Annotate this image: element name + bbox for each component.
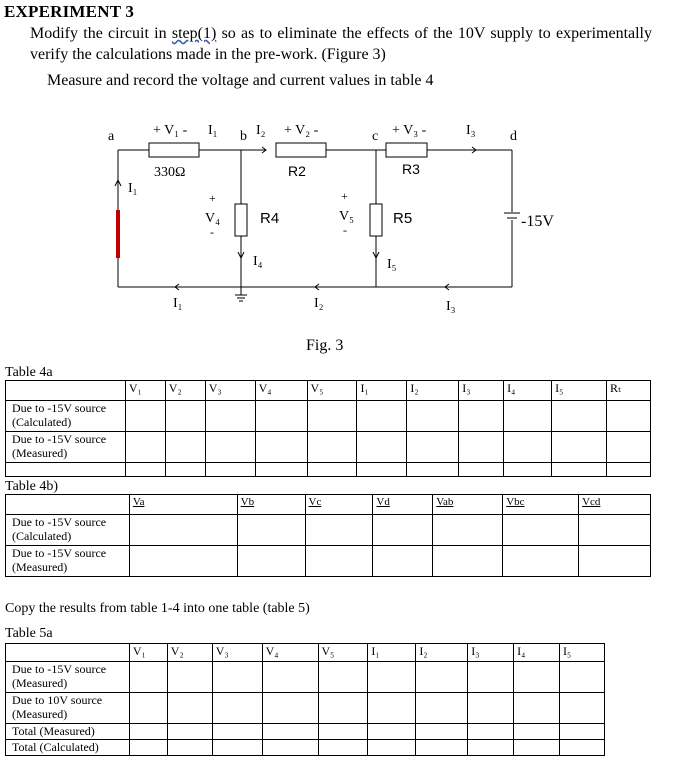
table4a-header: [6, 381, 126, 401]
table-cell[interactable]: [503, 546, 579, 577]
table-cell[interactable]: [307, 432, 357, 463]
table-row: [6, 546, 651, 577]
source-label: -15V: [521, 213, 554, 230]
table5a-header: V₂: [167, 644, 212, 662]
table-cell[interactable]: [167, 740, 212, 756]
table-cell[interactable]: [262, 740, 318, 756]
label-i4: I₄: [253, 254, 263, 269]
label-i1-left: I₁: [128, 181, 138, 196]
table-cell[interactable]: [307, 401, 357, 432]
experiment-title: EXPERIMENT 3: [4, 2, 135, 21]
table-row: [6, 662, 605, 693]
label-v2: + V₂ -: [284, 123, 319, 138]
resistor-r1: [149, 143, 199, 157]
table-cell[interactable]: [468, 693, 514, 724]
table4b-header: Vd: [373, 495, 433, 515]
table-cell[interactable]: [318, 740, 368, 756]
table-cell[interactable]: [368, 724, 416, 740]
table4b-header: Vc: [305, 495, 373, 515]
table-cell[interactable]: [468, 724, 514, 740]
table-cell[interactable]: [212, 693, 262, 724]
table-cell[interactable]: [357, 401, 407, 432]
node-b: b: [240, 129, 247, 144]
label-i1-bottom: I₁: [173, 296, 183, 311]
table-row: [6, 515, 651, 546]
table4b-label: Table 4b): [5, 479, 59, 494]
table-cell[interactable]: [606, 401, 650, 432]
table4a-header: I₅: [552, 381, 607, 401]
intro-text-before: Modify the circuit in: [30, 25, 172, 42]
table4b-header: Vab: [433, 495, 503, 515]
table-cell[interactable]: [167, 693, 212, 724]
table-cell[interactable]: [514, 662, 560, 693]
table-cell[interactable]: [318, 662, 368, 693]
table-cell[interactable]: [368, 740, 416, 756]
table-cell[interactable]: [129, 724, 167, 740]
table-cell[interactable]: [560, 693, 605, 724]
label-i5: I₅: [387, 257, 397, 272]
label-i1-top: I₁: [208, 123, 218, 138]
resistor-r5: [370, 204, 382, 236]
table-cell[interactable]: [579, 546, 651, 577]
table-cell[interactable]: [262, 662, 318, 693]
table-cell[interactable]: [514, 724, 560, 740]
circuit-diagram: [96, 112, 576, 327]
row-label: Due to -15V source (Measured): [6, 432, 126, 463]
table4a-header: I₃: [459, 381, 504, 401]
table-cell[interactable]: [606, 432, 650, 463]
table-cell[interactable]: [129, 693, 167, 724]
label-v3: + V₃ -: [392, 123, 427, 138]
table-row: [6, 432, 651, 463]
table5a-header: I₃: [468, 644, 514, 662]
resistor-r2: [276, 143, 326, 157]
table5a-header: I₄: [514, 644, 560, 662]
table5a-header: V₅: [318, 644, 368, 662]
row-label: Due to -15V source (Calculated): [6, 515, 130, 546]
table-cell[interactable]: [579, 515, 651, 546]
table-cell[interactable]: [357, 432, 407, 463]
resistor-r3: [386, 143, 427, 157]
r1-value: 330Ω: [154, 165, 186, 180]
label-i2-bottom: I₂: [314, 296, 324, 311]
v4-plus: +: [209, 191, 216, 205]
table4b-header: Vbc: [503, 495, 579, 515]
table-cell[interactable]: [433, 515, 503, 546]
table5a-header: I₂: [416, 644, 468, 662]
row-label: Total (Calculated): [6, 740, 130, 756]
table-cell[interactable]: [514, 740, 560, 756]
v5-minus: -: [343, 223, 347, 237]
table-cell[interactable]: [407, 401, 459, 432]
table-cell[interactable]: [459, 432, 504, 463]
table-cell[interactable]: [504, 401, 552, 432]
table4a-header: V₅: [307, 381, 357, 401]
label-v4: V₄: [205, 211, 220, 226]
table-cell[interactable]: [129, 740, 167, 756]
r2-label: R2: [288, 163, 306, 179]
row-label: [6, 463, 126, 477]
table-cell[interactable]: [255, 432, 307, 463]
table5a-label: Table 5a: [5, 626, 53, 641]
table-cell[interactable]: [459, 401, 504, 432]
v5-plus: +: [341, 189, 348, 203]
table4a-header: V₄: [255, 381, 307, 401]
label-v1: + V₁ -: [153, 123, 188, 138]
table-cell[interactable]: [318, 724, 368, 740]
table4a-header: I₄: [504, 381, 552, 401]
copy-instruction: Copy the results from table 1-4 into one table (table 5): [5, 601, 310, 616]
table-cell[interactable]: [212, 724, 262, 740]
table-cell[interactable]: [560, 724, 605, 740]
table4b-header: Va: [129, 495, 237, 515]
intro-paragraph: [30, 23, 652, 65]
table5a-header: I₅: [560, 644, 605, 662]
table-cell[interactable]: [552, 432, 607, 463]
table-cell[interactable]: [205, 432, 255, 463]
table-cell[interactable]: [416, 693, 468, 724]
node-c: c: [372, 129, 379, 144]
label-v5: V₅: [339, 209, 354, 224]
table-cell[interactable]: [262, 724, 318, 740]
table4a-label: Table 4a: [5, 365, 53, 380]
table-cell[interactable]: [318, 693, 368, 724]
table-cell[interactable]: [560, 740, 605, 756]
v4-minus: -: [210, 225, 214, 239]
table4a-header: I₁: [357, 381, 407, 401]
node-a: a: [108, 129, 115, 144]
table-cell[interactable]: [212, 740, 262, 756]
table4a-header: V₃: [205, 381, 255, 401]
row-label: Total (Measured): [6, 724, 130, 740]
table-cell[interactable]: [165, 401, 205, 432]
r5-label: R5: [393, 210, 413, 227]
table-cell[interactable]: [125, 432, 165, 463]
resistor-r4: [235, 204, 247, 236]
table-cell[interactable]: [416, 724, 468, 740]
label-i3-bottom: I₃: [446, 299, 456, 314]
row-label: Due to -15V source (Calculated): [6, 401, 126, 432]
table-cell[interactable]: [407, 432, 459, 463]
table-cell[interactable]: [212, 662, 262, 693]
table-cell[interactable]: [514, 693, 560, 724]
table5a-header: V₁: [129, 644, 167, 662]
row-label: Due to -15V source (Measured): [6, 546, 130, 577]
table5a-header: [6, 644, 130, 662]
intro-text-after: so as to eliminate the effects of the 10V supply to experimentally verify the calculations made in the pre-work. (Figure 3): [30, 25, 652, 63]
table-row: [6, 724, 605, 740]
row-label: Due to 10V source (Measured): [6, 693, 130, 724]
node-d: d: [510, 129, 517, 144]
table-cell[interactable]: [416, 740, 468, 756]
table-cell[interactable]: [262, 693, 318, 724]
measure-instruction: Measure and record the voltage and current values in table 4: [47, 72, 434, 89]
table-cell[interactable]: [167, 662, 212, 693]
table-cell[interactable]: [129, 515, 237, 546]
table-cell[interactable]: [373, 546, 433, 577]
table-cell[interactable]: [368, 662, 416, 693]
table-cell[interactable]: [305, 515, 373, 546]
table-cell[interactable]: [125, 401, 165, 432]
table5a-header: V₄: [262, 644, 318, 662]
table-cell[interactable]: [560, 662, 605, 693]
table5a-header: I₁: [368, 644, 416, 662]
table-cell[interactable]: [368, 693, 416, 724]
row-label: Due to -15V source (Measured): [6, 662, 130, 693]
table4a-header: Rₜ: [606, 381, 650, 401]
step-link[interactable]: step(1): [171, 25, 217, 42]
table5a-header: V₃: [212, 644, 262, 662]
table4b-header: Vcd: [579, 495, 651, 515]
table-cell[interactable]: [305, 546, 373, 577]
table-cell[interactable]: [373, 515, 433, 546]
table5a: [5, 643, 605, 756]
table-cell[interactable]: [503, 515, 579, 546]
table-cell[interactable]: [165, 432, 205, 463]
table4b-header: Vb: [237, 495, 305, 515]
table-cell[interactable]: [504, 432, 552, 463]
table-cell[interactable]: [468, 740, 514, 756]
table-row: [6, 463, 651, 477]
table-cell[interactable]: [237, 515, 305, 546]
table-cell[interactable]: [129, 662, 167, 693]
figure-caption: Fig. 3: [306, 337, 344, 354]
table-row: [6, 740, 605, 756]
table4b: [5, 494, 651, 577]
label-i2-top: I₂: [256, 123, 266, 138]
table-cell[interactable]: [433, 546, 503, 577]
table4a-header: V₁: [125, 381, 165, 401]
label-i3-top: I₃: [466, 123, 476, 138]
table-cell[interactable]: [416, 662, 468, 693]
table-cell[interactable]: [167, 724, 212, 740]
table-cell[interactable]: [468, 662, 514, 693]
r4-label: R4: [260, 210, 280, 227]
table4a-header: I₂: [407, 381, 459, 401]
table-row: [6, 401, 651, 432]
r3-label: R3: [402, 161, 420, 177]
table-cell[interactable]: [237, 546, 305, 577]
table-cell[interactable]: [129, 546, 237, 577]
table4a: [5, 380, 651, 477]
table4a-header: V₂: [165, 381, 205, 401]
table-cell[interactable]: [255, 401, 307, 432]
table-cell[interactable]: [205, 401, 255, 432]
table-row: [6, 693, 605, 724]
table4b-header: [6, 495, 130, 515]
table-cell[interactable]: [552, 401, 607, 432]
